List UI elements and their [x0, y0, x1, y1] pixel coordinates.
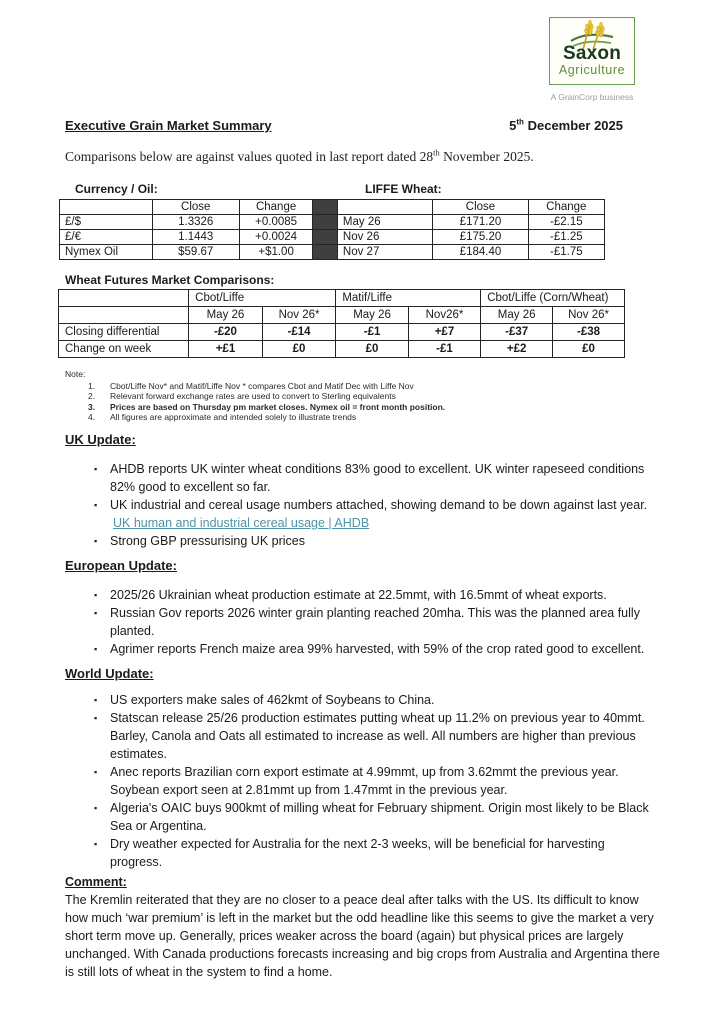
close-header: Close: [152, 200, 239, 215]
liffe-wheat-label: LIFFE Wheat:: [365, 182, 442, 196]
european-update-list: [65, 586, 660, 658]
currency-oil-label: Currency / Oil:: [75, 182, 158, 196]
table-header-row: [60, 200, 605, 215]
intro-text: [65, 149, 660, 165]
list-item: [110, 799, 660, 835]
group-header: Cbot/Liffe: [189, 290, 336, 307]
list-item: [110, 835, 660, 871]
differential-value: -£37: [481, 324, 553, 341]
group-header: Matif/Liffe: [336, 290, 481, 307]
contract-month: May 26: [337, 215, 432, 230]
bullet-text: Dry weather expected for Australia for the next 2-3 weeks, will be beneficial for harvesting progress.: [110, 836, 605, 869]
close-value: 1.1443: [152, 230, 239, 245]
bullet-text: Agrimer reports French maize area 99% harvested, with 59% of the crop rated good to excellent.: [110, 641, 645, 656]
uk-update-heading: UK Update:: [65, 431, 136, 447]
table-row: [59, 324, 625, 341]
note-item: Prices are based on Thursday pm market closes. Nymex oil = front month position.: [110, 401, 446, 412]
row-label: Change on week: [59, 341, 189, 358]
list-item: [110, 691, 660, 709]
empty-cell: [59, 307, 189, 324]
change-value: +$1.00: [239, 245, 313, 260]
month-header: Nov 26*: [553, 307, 625, 324]
european-update-heading: European Update:: [65, 557, 177, 573]
change-header: Change: [239, 200, 313, 215]
change-value: -£1.25: [528, 230, 604, 245]
differential-value: +£7: [408, 324, 480, 341]
list-item: [110, 586, 660, 604]
instrument-name: Nymex Oil: [60, 245, 153, 260]
note-label: Note:: [65, 369, 86, 379]
sub-header-row: [59, 307, 625, 324]
differential-value: -£38: [553, 324, 625, 341]
list-item: [110, 640, 660, 658]
change-value: -£1.75: [528, 245, 604, 260]
list-item: [110, 604, 660, 640]
change-value: £0: [262, 341, 336, 358]
list-item: [110, 532, 660, 550]
instrument-name: £/$: [60, 215, 153, 230]
bullet-text: UK industrial and cereal usage numbers attached, showing demand to be down against last year.: [110, 497, 648, 512]
separator-cell: [313, 245, 338, 260]
logo-brand-text: Saxon: [562, 43, 622, 64]
close-value: $59.67: [152, 245, 239, 260]
intro-before: Comparisons below are against values quoted in last report dated 28: [65, 149, 434, 164]
report-date-day: 5: [509, 118, 517, 133]
month-header: May 26: [481, 307, 553, 324]
list-item: [110, 460, 660, 496]
report-date: [509, 118, 623, 134]
separator-cell: [313, 230, 338, 245]
note-item: Relevant forward exchange rates are used to convert to Sterling equivalents: [110, 391, 396, 401]
list-item: [110, 709, 660, 763]
contract-month: Nov 27: [337, 245, 432, 260]
list-item: [110, 763, 660, 799]
month-header: Nov 26*: [262, 307, 336, 324]
contract-month: Nov 26: [337, 230, 432, 245]
title-row: [65, 118, 660, 134]
bullet-text: Algeria's OAIC buys 900kmt of milling wheat for February shipment. Origin most likely to be Black Sea or Argentina.: [110, 800, 649, 833]
empty-cell: [337, 200, 432, 215]
note-item: All figures are approximate and intended solely to illustrate trends: [110, 412, 357, 422]
world-update-heading: World Update:: [65, 665, 154, 681]
bullet-text: Strong GBP pressurising UK prices: [110, 533, 305, 548]
empty-cell: [59, 290, 189, 307]
close-header: Close: [433, 200, 528, 215]
change-value: +0.0024: [239, 230, 313, 245]
month-header: May 26: [189, 307, 263, 324]
list-item: [110, 496, 660, 532]
ahdb-cereal-usage-link[interactable]: UK human and industrial cereal usage | AHDB: [113, 515, 370, 530]
report-date-ordinal: th: [516, 117, 524, 127]
bullet-text: Statscan release 25/26 production estimates putting wheat up 11.2% on previous year to 40mmt. Barley, Canola and Oats all estimated to increase as well. All numbers are higher than previous estimates.: [110, 710, 645, 761]
change-header: Change: [528, 200, 604, 215]
bullet-text: 2025/26 Ukrainian wheat production estimate at 22.5mmt, with 16.5mmt of wheat exports.: [110, 587, 607, 602]
table-row: [59, 341, 625, 358]
table-labels: [65, 182, 660, 197]
change-value: +0.0085: [239, 215, 313, 230]
separator-cell: [313, 200, 338, 215]
uk-update-list: [65, 460, 660, 550]
differential-value: -£1: [336, 324, 408, 341]
group-header: Cbot/Liffe (Corn/Wheat): [481, 290, 625, 307]
currency-oil-table: [59, 199, 605, 260]
intro-ordinal: th: [433, 148, 440, 158]
empty-cell: [60, 200, 153, 215]
differential-value: -£20: [189, 324, 263, 341]
close-value: £175.20: [433, 230, 528, 245]
differential-value: -£14: [262, 324, 336, 341]
change-value: £0: [336, 341, 408, 358]
logo-tagline: A GrainCorp business: [550, 92, 634, 102]
change-value: -£1: [408, 341, 480, 358]
close-value: 1.3326: [152, 215, 239, 230]
bullet-text: AHDB reports UK winter wheat conditions 83% good to excellent. UK winter rapeseed conditions 82% good to excellent so far.: [110, 461, 645, 494]
table-row: [60, 230, 605, 245]
page-title: Executive Grain Market Summary: [65, 118, 272, 133]
table-row: [60, 245, 605, 260]
bullet-text: Anec reports Brazilian corn export estimate at 4.99mmt, up from 3.62mmt the previous year. Soybean export seen at 2.81mmt up from 1.47mmt in the previous year.: [110, 764, 619, 797]
change-value: £0: [553, 341, 625, 358]
comment-body: The Kremlin reiterated that they are no closer to a peace deal after talks with the US. Its difficult to know how much ‘war premium’ is left in the market but the odd headline like this seems to give the market a very short term move up. Generally, prices weaker across the board (again) but physical prices are largely unchanged. With Canada productions forecasts increasing and big crops from Australia and Argentina there is still lots of wheat in the system to find a home.: [65, 892, 660, 979]
close-value: £171.20: [433, 215, 528, 230]
group-header-row: [59, 290, 625, 307]
month-header: May 26: [336, 307, 408, 324]
instrument-name: £/€: [60, 230, 153, 245]
change-value: -£2.15: [528, 215, 604, 230]
close-value: £184.40: [433, 245, 528, 260]
bullet-text: Russian Gov reports 2026 winter grain planting reached 20mha. This was the planned area fully planted.: [110, 605, 640, 638]
row-label: Closing differential: [59, 324, 189, 341]
intro-after: November 2025.: [439, 149, 534, 164]
company-logo: [549, 17, 635, 102]
table-row: [60, 215, 605, 230]
comment-heading: Comment:: [65, 874, 127, 889]
note-item: Cbot/Liffe Nov* and Matif/Liffe Nov * compares Cbot and Matif Dec with Liffe Nov: [110, 380, 414, 391]
bullet-text: US exporters make sales of 462kmt of Soybeans to China.: [110, 692, 435, 707]
month-header: Nov26*: [408, 307, 480, 324]
wheat-futures-table: [58, 289, 625, 358]
futures-table-title: Wheat Futures Market Comparisons:: [65, 273, 275, 287]
separator-cell: [313, 215, 338, 230]
change-value: +£1: [189, 341, 263, 358]
world-update-list: [65, 691, 660, 871]
change-value: +£2: [481, 341, 553, 358]
logo-box: [549, 17, 635, 85]
footnotes: [65, 369, 660, 423]
logo-brand-subtext: Agriculture: [558, 62, 626, 77]
report-date-rest: December 2025: [523, 118, 623, 133]
